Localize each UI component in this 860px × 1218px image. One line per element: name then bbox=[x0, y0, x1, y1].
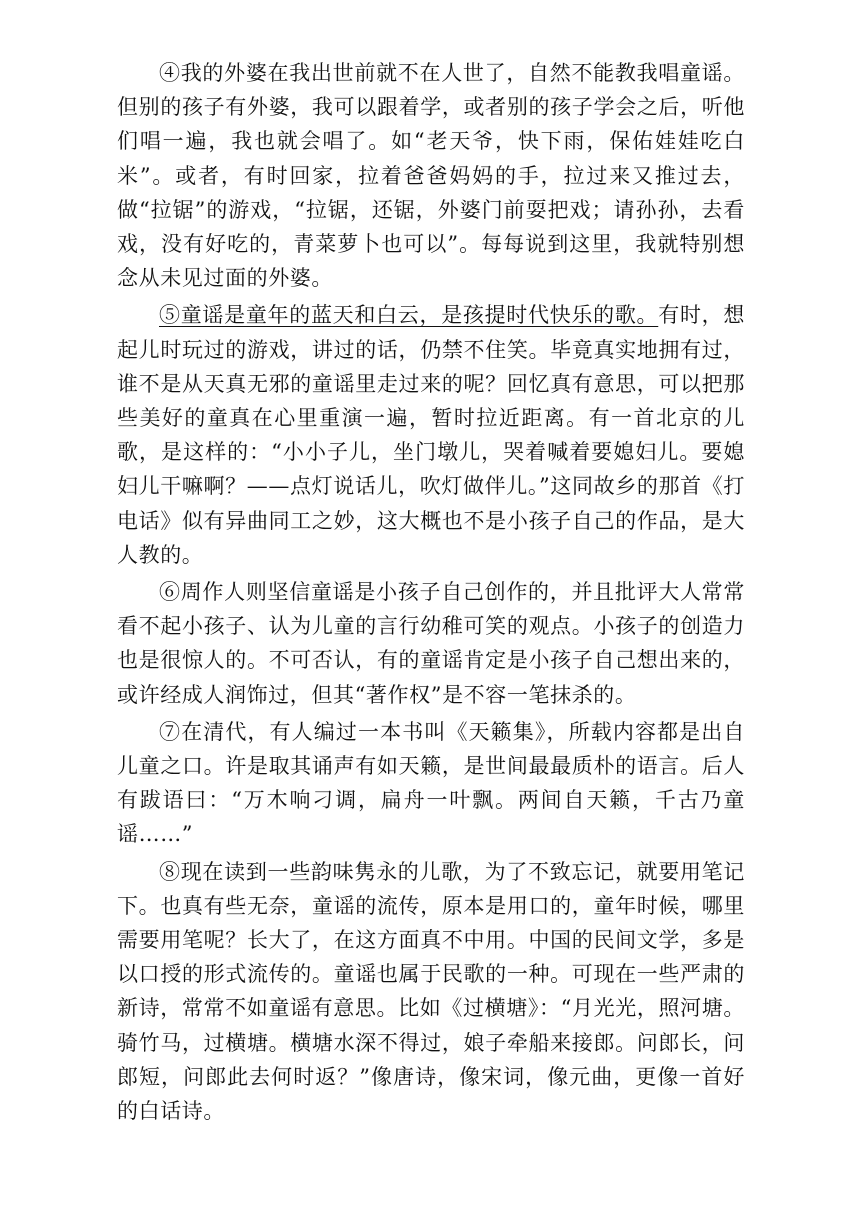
paragraph-6 bbox=[117, 575, 745, 712]
paragraph-4-text: ④我的外婆在我出世前就不在人世了，自然不能教我唱童谣。但别的孩子有外婆，我可以跟着学，或者别的孩子学会之后，听他们唱一遍，我也就会唱了。如“老天爷，快下雨，保佑娃娃吃白米”。或者，有时回家，拉着爸爸妈妈的手，拉过来又推过去，做“拉锯”的游戏，“拉锯，还锯，外婆门前耍把戏；请孙孙，去看戏，没有好吃的，青菜萝卜也可以”。每每说到这里，我就特别想念从未见过面的外婆。 bbox=[117, 61, 745, 291]
paragraph-8-text: ⑧现在读到一些韵味隽永的儿歌，为了不致忘记，就要用笔记下。也真有些无奈，童谣的流传，原本是用口的，童年时候，哪里需要用笔呢？长大了，在这方面真不中用。中国的民间文学，多是以口授的形式流传的。童谣也属于民歌的一种。可现在一些严肃的新诗，常常不如童谣有意思。比如《过横塘》：“月光光，照河塘。骑竹马，过横塘。横塘水深不得过，娘子牵船来接郎。问郎长，问郎短，问郎此去何时返？”像唐诗，像宋词，像元曲，更像一首好的白话诗。 bbox=[117, 859, 745, 1124]
paragraph-6-text: ⑥周作人则坚信童谣是小孩子自己创作的，并且批评大人常常看不起小孩子、认为儿童的言行幼稚可笑的观点。小孩子的创造力也是很惊人的。不可否认，有的童谣肯定是小孩子自己想出来的，或许经成人润饰过，但其“著作权”是不容一笔抹杀的。 bbox=[117, 580, 745, 707]
paragraph-5-text: 有时，想起儿时玩过的游戏，讲过的话，仍禁不住笑。毕竟真实地拥有过，谁不是从天真无邪的童谣里走过来的呢？回忆真有意思，可以把那些美好的童真在心里重演一遍，暂时拉近距离。有一首北京的儿歌，是这样的：“小小子儿，坐门墩儿，哭着喊着要媳妇儿。要媳妇儿干嘛啊？——点灯说话儿，吹灯做伴儿。”这同故乡的那首《打电话》似有异曲同工之妙，这大概也不是小孩子自己的作品，是大人教的。 bbox=[117, 303, 745, 567]
paragraph-8 bbox=[117, 855, 745, 1129]
paragraph-5-underlined-sentence: ⑤童谣是童年的蓝天和白云，是孩提时代快乐的歌。 bbox=[159, 303, 659, 328]
article-body bbox=[117, 56, 745, 1128]
paragraph-7-text: ⑦在清代，有人编过一本书叫《天籁集》，所载内容都是出自儿童之口。许是取其诵声有如天籁，是世间最最质朴的语言。后人有跋语曰：“万木响刁调，扁舟一叶飘。两间自天籁，千古乃童谣……” bbox=[117, 719, 745, 847]
paragraph-5 bbox=[117, 298, 745, 572]
paragraph-7 bbox=[117, 715, 745, 852]
paragraph-4 bbox=[117, 56, 745, 295]
